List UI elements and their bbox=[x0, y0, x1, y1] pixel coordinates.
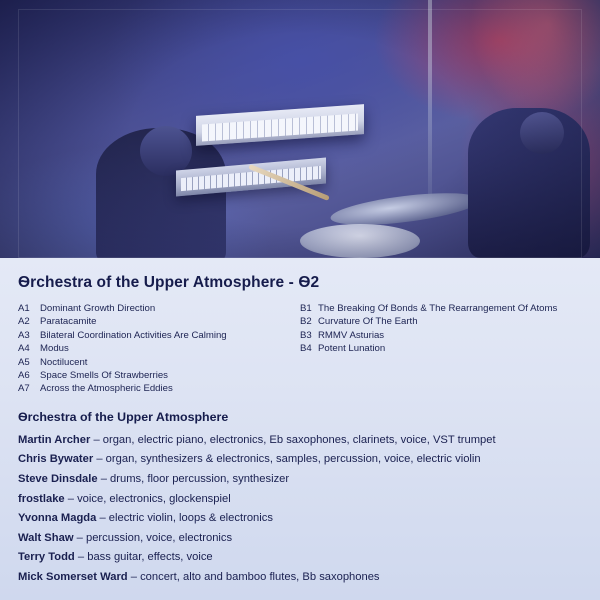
credit-name: Yvonna Magda bbox=[18, 512, 97, 525]
tracklist-side-b bbox=[300, 302, 582, 396]
credit-name: Terry Todd bbox=[18, 551, 75, 564]
photo-frame bbox=[18, 9, 582, 258]
credit-row bbox=[18, 431, 582, 451]
track-row bbox=[18, 369, 300, 382]
track-row bbox=[18, 302, 300, 315]
track-row bbox=[18, 315, 300, 328]
track-row bbox=[18, 342, 300, 355]
track-number: A2 bbox=[18, 316, 30, 328]
credit-roles: – bass guitar, effects, voice bbox=[77, 551, 213, 564]
track-number: B2 bbox=[300, 316, 312, 328]
credit-roles: – drums, floor percussion, synthesizer bbox=[100, 473, 290, 486]
track-number: A4 bbox=[18, 343, 30, 355]
cover-photo bbox=[0, 0, 600, 258]
credit-row bbox=[18, 470, 582, 490]
tracklist-side-a bbox=[18, 302, 300, 396]
track-number: A5 bbox=[18, 356, 30, 368]
credit-name: Martin Archer bbox=[18, 433, 91, 446]
credit-name: frostlake bbox=[18, 492, 65, 505]
track-title: Curvature Of The Earth bbox=[318, 316, 418, 328]
credit-name: Mick Somerset Ward bbox=[18, 571, 128, 583]
track-number: B1 bbox=[300, 303, 312, 314]
credit-roles: – concert, alto and bamboo flutes, Bb saxophones bbox=[130, 571, 380, 583]
track-row bbox=[300, 315, 582, 328]
track-number: A7 bbox=[18, 383, 30, 395]
track-number: A6 bbox=[18, 370, 30, 382]
credit-roles: – percussion, voice, electronics bbox=[76, 531, 233, 544]
credit-row bbox=[18, 529, 582, 549]
credit-roles: – organ, synthesizers & electronics, samples, percussion, voice, electric violin bbox=[96, 453, 481, 466]
track-title: Bilateral Coordination Activities Are Calming bbox=[40, 329, 227, 341]
track-title: Noctilucent bbox=[40, 356, 88, 368]
track-number: A3 bbox=[18, 329, 30, 341]
credits-heading: Ѳrchestra of the Upper Atmosphere bbox=[18, 409, 229, 424]
track-number: B4 bbox=[300, 343, 312, 355]
track-title: RMMV Asturias bbox=[318, 329, 385, 341]
info-panel bbox=[0, 258, 600, 600]
track-row bbox=[300, 342, 582, 355]
credit-roles: – electric violin, loops & electronics bbox=[99, 512, 273, 525]
track-title: Dominant Growth Direction bbox=[40, 303, 156, 314]
credit-row bbox=[18, 568, 582, 588]
track-title: Modus bbox=[40, 343, 69, 355]
credit-row bbox=[18, 548, 582, 568]
tracklists bbox=[18, 302, 582, 396]
credit-name: Walt Shaw bbox=[18, 531, 74, 544]
track-row bbox=[18, 329, 300, 342]
credits-list bbox=[18, 431, 582, 588]
credit-name: Chris Bywater bbox=[18, 453, 94, 466]
credit-roles: – voice, electronics, glockenspiel bbox=[67, 492, 231, 505]
track-title: Potent Lunation bbox=[318, 343, 386, 355]
credit-roles: – organ, electric piano, electronics, Eb saxophones, clarinets, voice, VST trumpet bbox=[93, 433, 496, 446]
track-number: B3 bbox=[300, 329, 312, 341]
credit-row bbox=[18, 490, 582, 510]
track-title: Across the Atmospheric Eddies bbox=[40, 383, 173, 395]
credit-name: Steve Dinsdale bbox=[18, 473, 98, 486]
credit-row bbox=[18, 509, 582, 529]
track-title: Space Smells Of Strawberries bbox=[40, 370, 168, 382]
track-row bbox=[18, 382, 300, 395]
track-row bbox=[300, 302, 582, 315]
track-row bbox=[300, 329, 582, 342]
track-title: Paratacamite bbox=[40, 316, 97, 328]
track-row bbox=[18, 356, 300, 369]
credit-row bbox=[18, 450, 582, 470]
album-title: Ѳrchestra of the Upper Atmosphere - Ѳ2 bbox=[18, 274, 320, 291]
track-number: A1 bbox=[18, 303, 30, 314]
track-title: The Breaking Of Bonds & The Rearrangement Of Atoms bbox=[318, 303, 558, 314]
